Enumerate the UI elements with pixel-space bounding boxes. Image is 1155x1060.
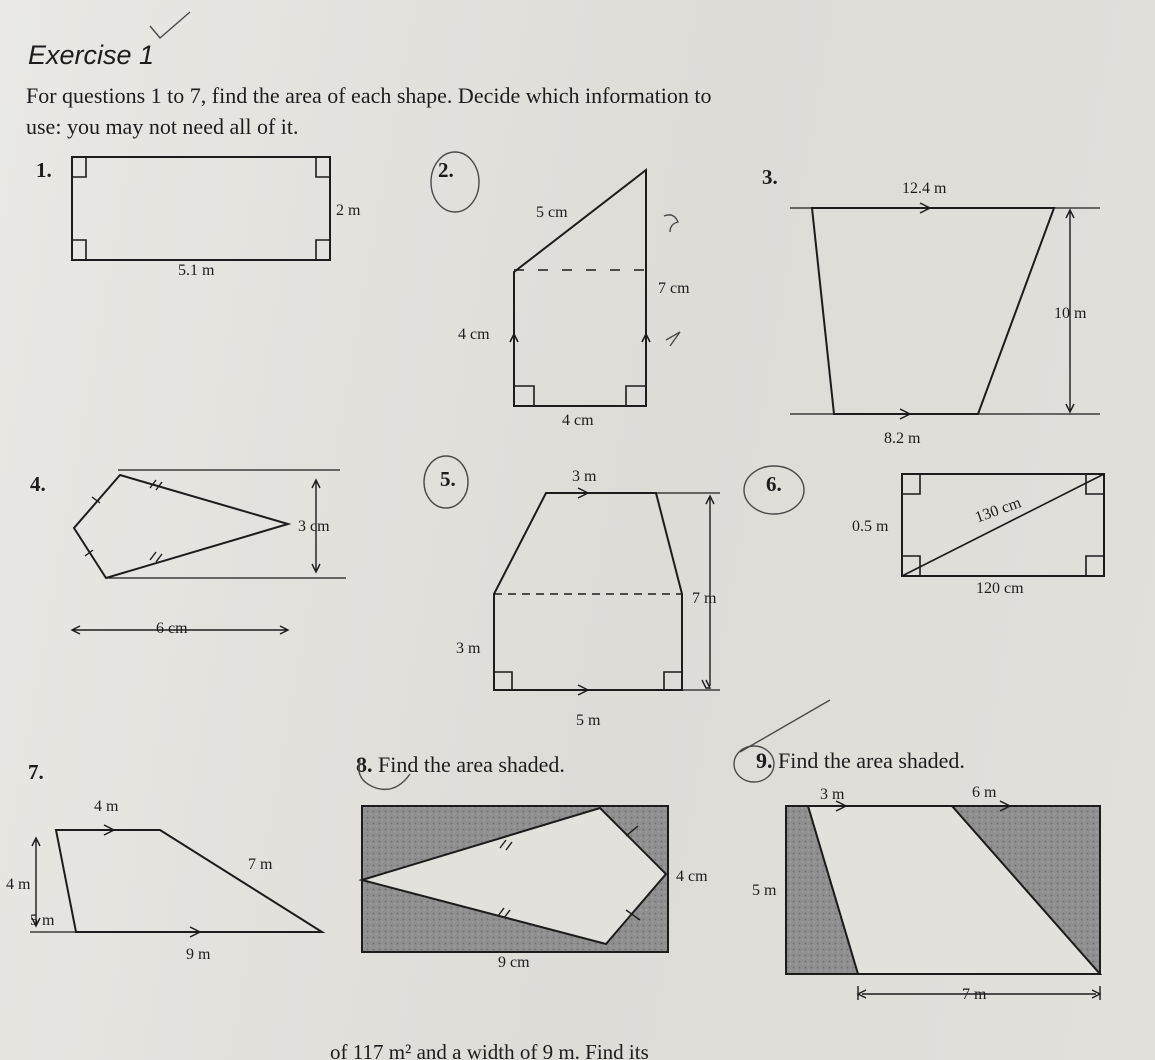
q6-width-label: 120 cm <box>976 580 1024 597</box>
q1-rectangle <box>72 157 330 260</box>
q4-height-label: 3 cm <box>298 518 330 535</box>
question-8-prompt <box>356 752 565 778</box>
q2-shape <box>510 170 650 406</box>
question-number-2: 2. <box>438 158 454 182</box>
q2-right-label: 7 cm <box>658 280 690 297</box>
q7-left-label-a: 4 m <box>6 876 31 893</box>
q9-height-label: 5 m <box>752 882 777 899</box>
q4-kite <box>72 470 346 634</box>
q3-height-label: 10 m <box>1054 305 1087 322</box>
q8-figure <box>362 806 668 952</box>
q8-width-label: 9 cm <box>498 954 530 971</box>
question-9-prompt <box>756 748 965 774</box>
q4-width-label: 6 cm <box>156 620 188 637</box>
q6-diagonal-label: 130 cm <box>972 494 1024 527</box>
question-number-6: 6. <box>766 472 782 496</box>
q5-height-label: 7 m <box>692 590 717 607</box>
q6-rectangle <box>902 474 1104 576</box>
q2-base-label: 4 cm <box>562 412 594 429</box>
q7-base-label: 9 m <box>186 946 211 963</box>
q2-slant-label: 5 cm <box>536 204 568 221</box>
q1-width-label: 5.1 m <box>178 262 215 279</box>
question-number-3: 3. <box>762 165 778 189</box>
q7-trapezium <box>30 825 322 937</box>
q5-left-label: 3 m <box>456 640 481 657</box>
q7-slant-label: 7 m <box>248 856 273 873</box>
q9-figure <box>786 801 1100 1000</box>
q9-base-label: 7 m <box>962 986 987 1003</box>
bottom-cut-text: of 117 m² and a width of 9 m. Find its <box>330 1040 649 1060</box>
question-number-1: 1. <box>36 158 52 182</box>
q9-top-label-a: 3 m <box>820 786 845 803</box>
q7-left-label-b: 5 m <box>30 912 55 929</box>
question-number-9: 9. <box>756 748 773 773</box>
q9-top-label-b: 6 m <box>972 784 997 801</box>
question-number-8: 8. <box>356 752 373 777</box>
question-number-4: 4. <box>30 472 46 496</box>
q2-left-label: 4 cm <box>458 326 490 343</box>
instructions: For questions 1 to 7, find the area of each shape. Decide which information to use: you may not need all of it. <box>26 83 712 139</box>
q5-shape <box>494 488 720 695</box>
q7-top-label: 4 m <box>94 798 119 815</box>
q3-top-label: 12.4 m <box>902 180 947 197</box>
q6-height-label: 0.5 m <box>852 518 889 535</box>
q5-base-label: 5 m <box>576 712 601 729</box>
question-8-text: Find the area shaded. <box>378 752 565 777</box>
q8-height-label: 4 cm <box>676 868 708 885</box>
question-9-text: Find the area shaded. <box>778 748 965 773</box>
question-number-7: 7. <box>28 760 44 784</box>
q1-height-label: 2 m <box>336 202 361 219</box>
q5-top-label: 3 m <box>572 468 597 485</box>
q3-bottom-label: 8.2 m <box>884 430 921 447</box>
exercise-title: Exercise 1 <box>28 40 155 70</box>
question-number-5: 5. <box>440 467 456 491</box>
